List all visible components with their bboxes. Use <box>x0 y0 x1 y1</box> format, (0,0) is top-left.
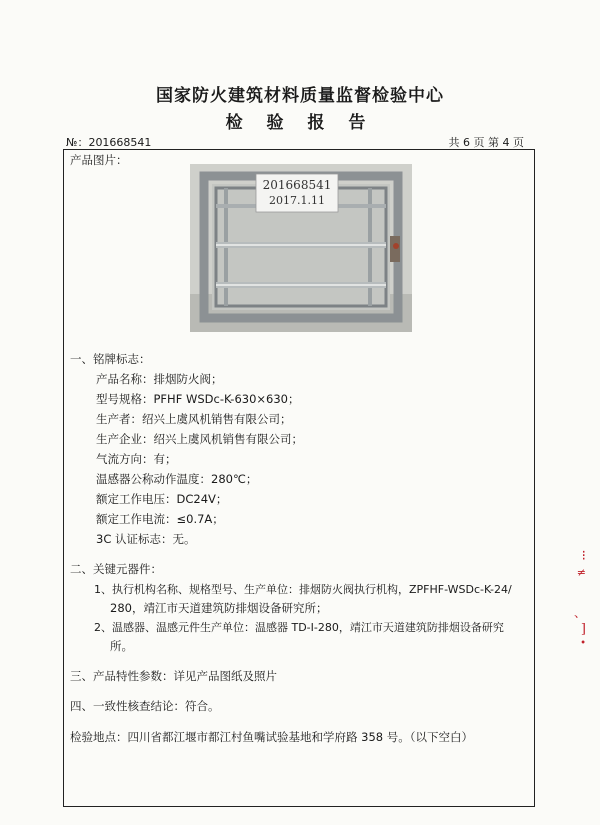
location-line: 检验地点：四川省都江堰市都江村鱼嘴试验基地和学府路 358 号。（以下空白） <box>70 730 474 744</box>
component-item-1-cont: 280，靖江市天道建筑防排烟设备研究所； <box>110 601 328 615</box>
org-title: 国家防火建筑材料质量监督检验中心 <box>156 86 444 106</box>
nameplate-item: 型号规格：PFHF WSDc-K-630×630； <box>96 392 300 406</box>
seam-stamp-mark: 、 <box>573 606 586 620</box>
report-title: 检 验 报 告 <box>225 113 375 133</box>
photo-label: 产品图片： <box>70 153 128 167</box>
consistency-line: 四、一致性核查结论：符合。 <box>70 699 220 713</box>
component-item-1: 1、执行机构名称、规格型号、生产单位：排烟防火阀执行机构，ZPFHF-WSDc-K-24/ <box>94 583 512 596</box>
nameplate-item: 产品名称：排烟防火阀； <box>96 372 223 386</box>
page-info: 共 6 页 第 4 页 <box>448 136 524 149</box>
nameplate-item: 额定工作电压：DC24V； <box>96 492 228 506</box>
nameplate-item: 额定工作电流：≤0.7A； <box>96 512 224 526</box>
components-heading: 二、关键元器件： <box>70 562 162 576</box>
photo-tag-number: 201668541 <box>262 178 332 192</box>
nameplate-item: 3C 认证标志：无。 <box>96 532 196 546</box>
characteristics-line: 三、产品特性参数：详见产品图纸及照片 <box>70 669 277 683</box>
nameplate-item: 气流方向：有； <box>96 452 177 466</box>
seam-stamp-mark: ] <box>580 622 586 637</box>
product-photo <box>190 164 412 332</box>
seam-stamp-mark: ≠ <box>576 566 586 579</box>
report-number: №：201668541 <box>66 136 152 149</box>
photo-tag-date: 2017.1.11 <box>269 194 325 207</box>
component-item-2: 2、温感器、温感元件生产单位：温感器 TD-Ⅰ-280，靖江市天道建筑防排烟设备研究 <box>94 621 504 634</box>
nameplate-item: 生产者：绍兴上虞风机销售有限公司； <box>96 412 292 426</box>
nameplate-item: 生产企业：绍兴上虞风机销售有限公司； <box>96 432 303 446</box>
seam-stamp-mark: • <box>580 638 586 649</box>
nameplate-item: 温感器公称动作温度：280℃； <box>96 472 258 486</box>
component-item-2-cont: 所。 <box>110 639 133 653</box>
seam-stamp-mark: ⁝ <box>581 548 586 564</box>
nameplate-heading: 一、铭牌标志： <box>70 352 151 366</box>
